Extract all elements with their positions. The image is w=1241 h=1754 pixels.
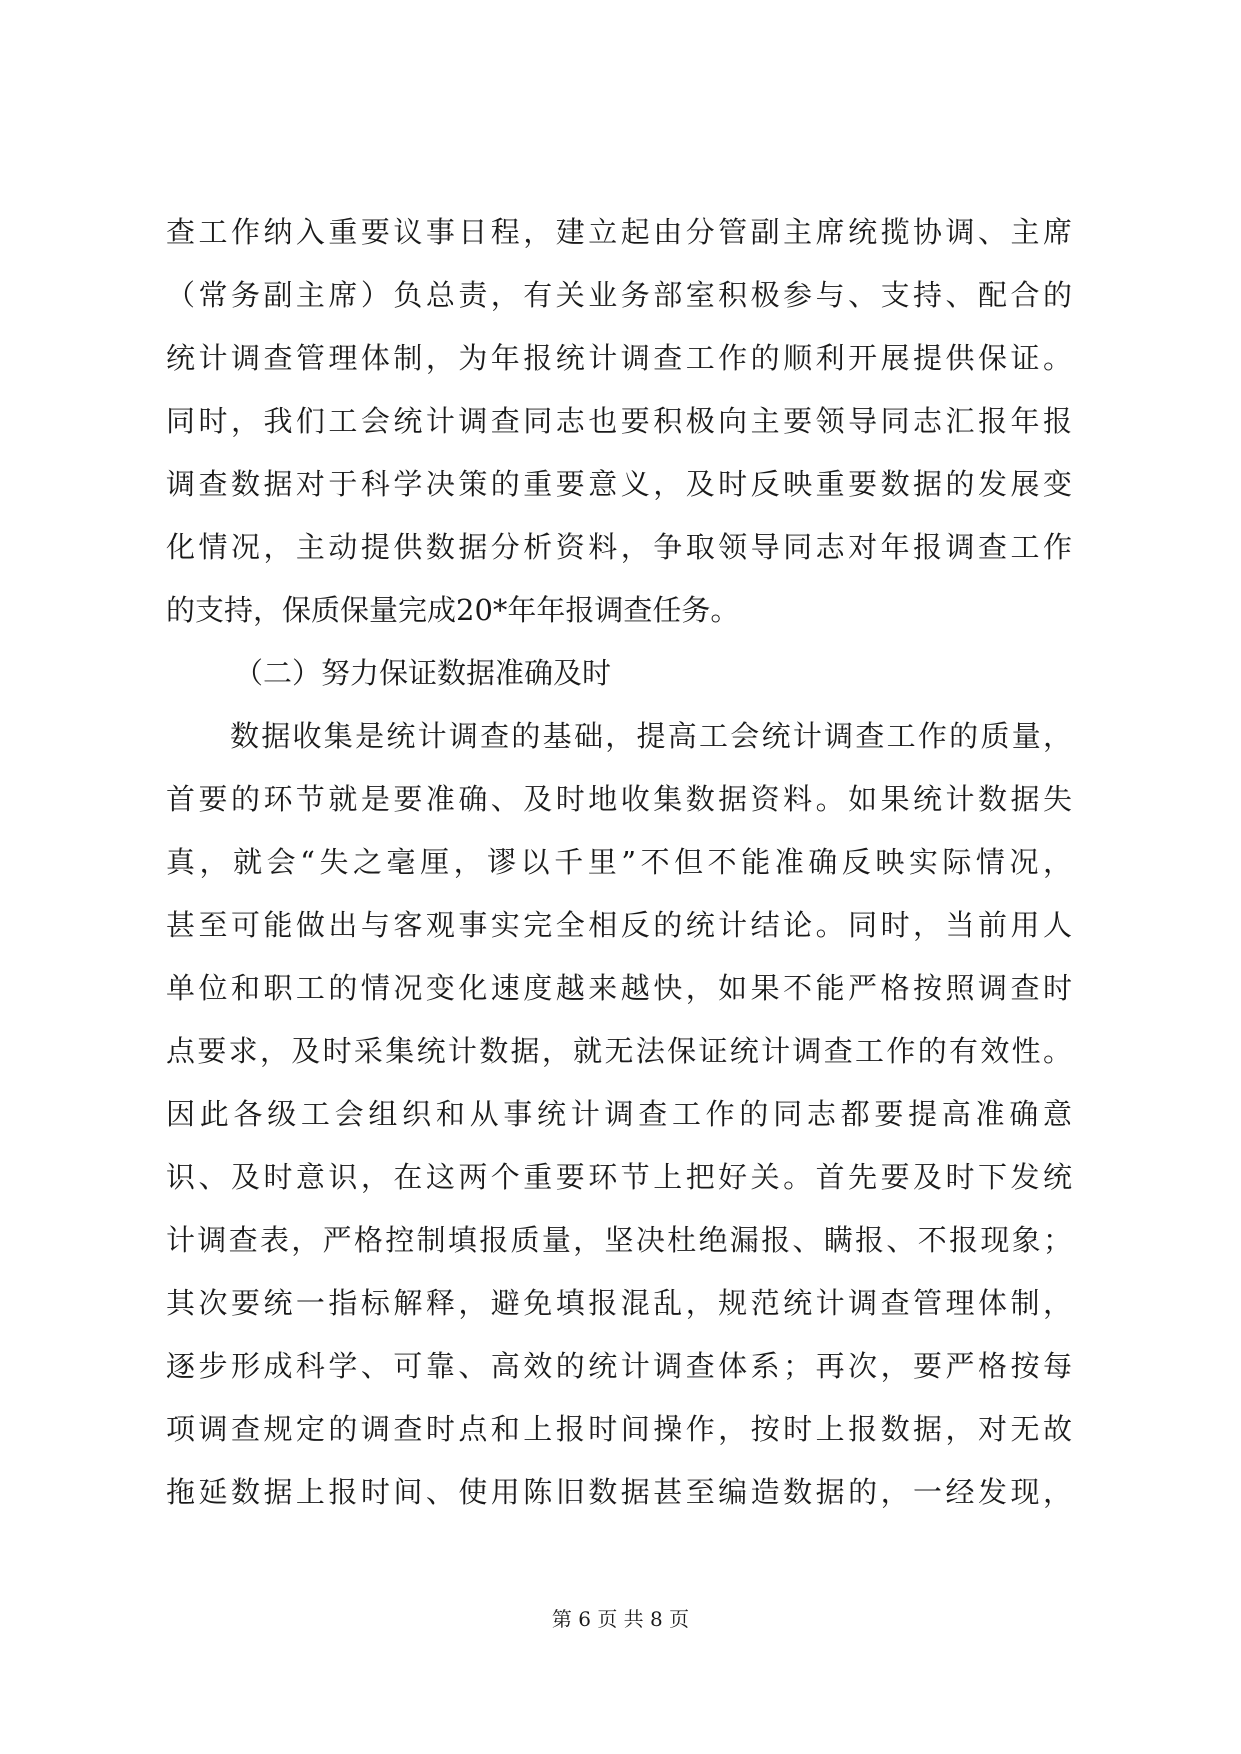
body-text-line: 计调查表，严格控制填报质量，坚决杜绝漏报、瞒报、不报现象； (166, 1223, 1072, 1257)
body-text-line: （常务副主席）负总责，有关业务部室积极参与、支持、配合的 (166, 278, 1072, 312)
paragraph-first-line: 数据收集是统计调查的基础，提高工会统计调查工作的质量， (230, 719, 1072, 753)
body-text-line: 统计调查管理体制，为年报统计调查工作的顺利开展提供保证。 (166, 341, 1072, 375)
body-text-line: 真，就会“失之毫厘，谬以千里”不但不能准确反映实际情况， (166, 845, 1072, 879)
body-text-line: 因此各级工会组织和从事统计调查工作的同志都要提高准确意 (166, 1097, 1072, 1131)
body-text-line: 项调查规定的调查时点和上报时间操作，按时上报数据，对无故 (166, 1412, 1072, 1446)
body-text-line: 的支持，保质保量完成20*年年报调查任务。 (166, 593, 740, 627)
body-text-line: 单位和职工的情况变化速度越来越快，如果不能严格按照调查时 (166, 971, 1072, 1005)
body-text-line: 其次要统一指标解释，避免填报混乱，规范统计调查管理体制， (166, 1286, 1072, 1320)
page-footer: 第 6 页 共 8 页 (551, 1607, 690, 1631)
body-text-line: 化情况，主动提供数据分析资料，争取领导同志对年报调查工作 (166, 530, 1072, 564)
body-text-line: 识、及时意识，在这两个重要环节上把好关。首先要及时下发统 (166, 1160, 1072, 1194)
section-heading: （二）努力保证数据准确及时 (234, 656, 612, 690)
body-text-line: 点要求，及时采集统计数据，就无法保证统计调查工作的有效性。 (166, 1034, 1072, 1068)
body-text-line: 拖延数据上报时间、使用陈旧数据甚至编造数据的，一经发现， (166, 1475, 1072, 1509)
body-text-line: 调查数据对于科学决策的重要意义，及时反映重要数据的发展变 (166, 467, 1072, 501)
body-text-line: 逐步形成科学、可靠、高效的统计调查体系；再次，要严格按每 (166, 1349, 1072, 1383)
body-text-line: 甚至可能做出与客观事实完全相反的统计结论。同时，当前用人 (166, 908, 1072, 942)
body-text-line: 首要的环节就是要准确、及时地收集数据资料。如果统计数据失 (166, 782, 1072, 816)
body-text-line: 同时，我们工会统计调查同志也要积极向主要领导同志汇报年报 (166, 404, 1072, 438)
body-text-line: 查工作纳入重要议事日程，建立起由分管副主席统揽协调、主席 (166, 215, 1072, 249)
